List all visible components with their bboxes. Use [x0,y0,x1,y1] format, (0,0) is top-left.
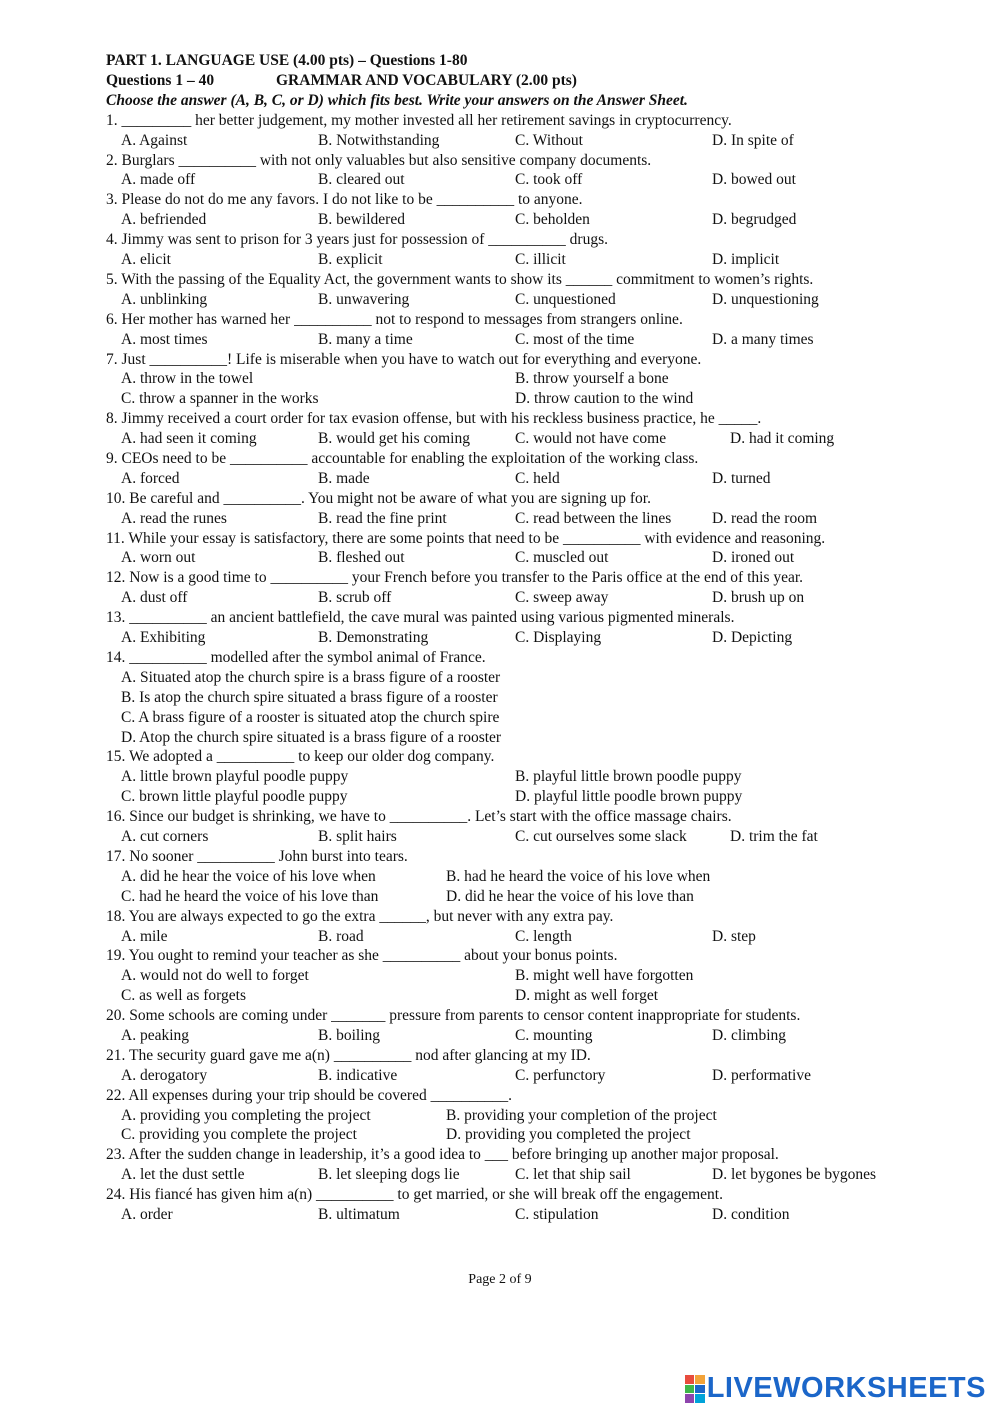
logo-square [695,1385,705,1394]
answer-option[interactable]: B. cleared out [318,171,405,189]
answer-option[interactable]: C. Without [515,131,583,149]
answer-option[interactable]: C. read between the lines [515,509,672,527]
answer-option[interactable]: D. performative [712,1066,811,1084]
answer-option[interactable]: D. did he hear the voice of his love than [446,887,694,905]
options-row [106,767,926,787]
question-stem: 14. __________ modelled after the symbol animal of France. [106,648,486,666]
answer-option[interactable]: B. road [318,927,364,945]
answer-option[interactable]: D. condition [712,1206,790,1224]
answer-option[interactable]: D. might as well forget [515,987,659,1005]
options-row [106,827,926,847]
options-row [106,787,926,807]
answer-option[interactable]: A. befriended [121,211,207,229]
answer-option[interactable]: B. might well have forgotten [515,967,694,985]
answer-option[interactable]: D. turned [712,469,771,487]
answer-option[interactable]: B. would get his coming [318,430,470,448]
answer-option[interactable]: A. let the dust settle [121,1166,245,1184]
question-stem: 16. Since our budget is shrinking, we have to __________. Let’s start with the office massage chairs. [106,808,732,826]
question-stem: 3. Please do not do me any favors. I do not like to be __________ to anyone. [106,191,583,209]
question-stem: 20. Some schools are coming under _______ pressure from parents to censor content inappropriate for students. [106,1007,801,1025]
answer-option[interactable]: C. illicit [515,251,566,269]
question-stem: 10. Be careful and __________. You might not be aware of what you are signing up for. [106,489,651,507]
question-stem: 2. Burglars __________ with not only valuables but also sensitive company documents. [106,151,652,169]
answer-option[interactable]: B. Demonstrating [318,629,429,647]
answer-option[interactable]: D. begrudged [712,211,797,229]
answer-option[interactable]: D. brush up on [712,589,805,607]
answer-option[interactable]: D. Atop the church spire situated is a brass figure of a rooster [121,728,502,746]
answer-option[interactable]: A. Exhibiting [121,629,206,647]
answer-option[interactable]: C. most of the time [515,330,635,348]
options-row [106,1165,926,1185]
question-stem: 7. Just __________! Life is miserable when you have to watch out for everything and everyone. [106,350,702,368]
answer-option[interactable]: B. providing your completion of the project [446,1106,717,1124]
answer-option[interactable]: D. playful little poodle brown puppy [515,788,743,806]
answer-option[interactable]: D. step [712,927,756,945]
answer-option[interactable]: B. explicit [318,251,383,269]
question-range: Questions 1 – 40 [106,71,215,89]
question-stem: 23. After the sudden change in leadership, it’s a good idea to ___ before bringing up another major proposal. [106,1146,779,1164]
options-row [106,688,926,708]
answer-option[interactable]: A. throw in the towel [121,370,254,388]
options-row [106,548,926,568]
answer-option[interactable]: C. muscled out [515,549,609,567]
question-stem: 12. Now is a good time to __________ your French before you transfer to the Paris office at the end of this year. [106,569,804,587]
question-stem: 15. We adopted a __________ to keep our older dog company. [106,748,495,766]
answer-option[interactable]: D. had it coming [730,430,835,448]
question-stem: 4. Jimmy was sent to prison for 3 years just for possession of __________ drugs. [106,231,608,249]
answer-option[interactable]: A. Against [121,131,188,149]
answer-option[interactable]: D. providing you completed the project [446,1126,691,1144]
answer-option[interactable]: B. many a time [318,330,413,348]
question-stem: 18. You are always expected to go the extra ______, but never with any extra pay. [106,907,614,925]
answer-option[interactable]: B. Is atop the church spire situated a brass figure of a rooster [121,688,498,706]
answer-option[interactable]: C. as well as forgets [121,987,246,1005]
answer-option[interactable]: C. had he heard the voice of his love than [121,887,379,905]
answer-option[interactable]: B. scrub off [318,589,392,607]
answer-option[interactable]: A. order [121,1206,173,1224]
answer-option[interactable]: C. perfunctory [515,1066,606,1084]
options-row [106,708,926,728]
liveworksheets-logo[interactable] [685,1372,986,1406]
answer-option[interactable]: A. cut corners [121,828,209,846]
answer-option[interactable]: A. providing you completing the project [121,1106,371,1124]
page-number: Page 2 of 9 [468,1272,532,1287]
logo-square [695,1394,705,1403]
options-row [106,131,926,151]
answer-option[interactable]: B. fleshed out [318,549,405,567]
options-row [106,1205,926,1225]
answer-option[interactable]: A. read the runes [121,509,227,527]
question-stem: 6. Her mother has warned her __________ not to respond to messages from strangers online. [106,310,683,328]
answer-option[interactable]: D. climbing [712,1027,787,1044]
question-stem: 9. CEOs need to be __________ accountable for enabling the exploitation of the working class. [106,449,699,467]
options-row [106,628,926,648]
options-row [106,887,926,907]
answer-option[interactable]: B. bewildered [318,211,405,229]
answer-option[interactable]: A. forced [121,469,180,487]
answer-option[interactable]: D. trim the fat [730,828,818,846]
options-row [106,210,926,230]
answer-option[interactable]: D. let bygones be bygones [712,1166,877,1184]
answer-option[interactable]: C. cut ourselves some slack [515,828,687,846]
answer-option[interactable]: A. most times [121,330,208,348]
brand-name: LIVEWORKSHEETS [706,1372,986,1405]
answer-option[interactable]: C. providing you complete the project [121,1126,357,1144]
answer-option[interactable]: A. Situated atop the church spire is a brass figure of a rooster [121,668,501,686]
question-stem: 22. All expenses during your trip should be covered __________. [106,1086,512,1104]
answer-option[interactable]: C. unquestioned [515,290,616,308]
worksheet-page [106,51,926,1225]
answer-option[interactable]: A. worn out [121,549,196,567]
options-row [106,469,926,489]
answer-option[interactable]: C. let that ship sail [515,1166,631,1184]
section-heading [106,71,926,91]
options-row [106,986,926,1006]
answer-option[interactable]: B. Notwithstanding [318,131,440,149]
answer-option[interactable]: A. unblinking [121,290,208,308]
section-title: GRAMMAR AND VOCABULARY (2.00 pts) [276,71,577,89]
options-row [106,250,926,270]
question-stem: 8. Jimmy received a court order for tax evasion offense, but with his reckless business practice, he _____. [106,410,762,428]
options-row [106,509,926,529]
answer-option[interactable]: C. stipulation [515,1206,599,1224]
answer-option[interactable]: D. In spite of [712,131,794,149]
answer-option[interactable]: A. peaking [121,1027,190,1044]
answer-option[interactable]: A. little brown playful poodle puppy [121,768,349,786]
answer-option[interactable]: B. split hairs [318,828,397,846]
options-row [106,389,926,409]
answer-option[interactable]: C. brown little playful poodle puppy [121,788,348,806]
answer-option[interactable]: A. made off [121,171,196,189]
answer-option[interactable]: C. would not have come [515,430,667,448]
answer-option[interactable]: B. let sleeping dogs lie [318,1166,460,1184]
answer-option[interactable]: C. A brass figure of a rooster is situated atop the church spire [121,708,500,726]
question-list [106,111,926,1225]
question-stem: 21. The security guard gave me a(n) __________ nod after glancing at my ID. [106,1046,591,1064]
answer-option[interactable]: B. ultimatum [318,1206,400,1224]
answer-option[interactable]: B. unwavering [318,290,410,308]
answer-option[interactable]: A. had seen it coming [121,430,257,448]
answer-option[interactable]: B. playful little brown poodle puppy [515,768,742,786]
options-row [106,927,926,947]
options-row [106,1125,926,1145]
answer-option[interactable]: A. derogatory [121,1066,208,1084]
answer-option[interactable]: C. Displaying [515,629,602,647]
question-stem: 24. His fiancé has given him a(n) __________ to get married, or she will break off the engagement. [106,1186,723,1204]
options-row [106,290,926,310]
part-heading: PART 1. LANGUAGE USE (4.00 pts) – Questions 1-80 [106,52,468,69]
logo-square [685,1385,695,1394]
answer-option[interactable]: A. dust off [121,589,188,607]
answer-option[interactable]: B. throw yourself a bone [515,370,669,388]
answer-option[interactable]: C. took off [515,171,583,189]
answer-option[interactable]: C. throw a spanner in the works [121,390,319,408]
answer-option[interactable]: C. beholden [515,211,590,229]
answer-option[interactable]: D. read the room [712,509,818,527]
answer-option[interactable]: C. sweep away [515,589,609,607]
options-row [106,429,926,449]
answer-option[interactable]: D. a many times [712,330,814,348]
logo-square [695,1375,705,1384]
answer-option[interactable]: A. elicit [121,251,171,269]
question-stem: 1. _________ her better judgement, my mother invested all her retirement savings in cryptocurrency. [106,111,732,129]
answer-option[interactable]: D. Depicting [712,629,793,647]
answer-option[interactable]: D. ironed out [712,549,795,567]
answer-option[interactable]: B. indicative [318,1066,398,1084]
answer-option[interactable]: B. had he heard the voice of his love when [446,867,711,885]
answer-option[interactable]: D. throw caution to the wind [515,390,694,408]
options-row [106,330,926,350]
options-row [106,369,926,389]
options-row [106,728,926,748]
question-stem: 13. __________ an ancient battlefield, the cave mural was painted using various pigmented minerals. [106,609,735,627]
instruction-text: Choose the answer (A, B, C, or D) which fits best. Write your answers on the Answer Sheet. [106,91,688,109]
options-row [106,867,926,887]
answer-option[interactable]: C. held [515,469,560,487]
answer-option[interactable]: A. would not do well to forget [121,967,309,985]
answer-option[interactable]: D. bowed out [712,171,796,189]
answer-option[interactable]: C. length [515,927,572,945]
logo-square [685,1394,695,1403]
answer-option[interactable]: A. did he hear the voice of his love when [121,867,376,885]
answer-option[interactable]: D. implicit [712,251,780,269]
answer-option[interactable]: B. read the fine print [318,509,447,527]
answer-option[interactable]: C. mounting [515,1027,593,1044]
question-stem: 19. You ought to remind your teacher as she __________ about your bonus points. [106,947,618,965]
answer-option[interactable]: D. unquestioning [712,290,819,308]
options-row [106,170,926,190]
logo-icon [685,1375,705,1403]
options-row [106,668,926,688]
options-row [106,1026,926,1046]
logo-square [685,1375,695,1384]
question-stem: 11. While your essay is satisfactory, there are some points that need to be __________ with evidence and reasoning. [106,529,826,547]
options-row [106,1066,926,1086]
answer-option[interactable]: B. boiling [318,1027,381,1044]
question-stem: 5. With the passing of the Equality Act, the government wants to show its ______ commitment to women’s rights. [106,270,814,288]
answer-option[interactable]: B. made [318,469,370,487]
question-stem: 17. No sooner __________ John burst into tears. [106,847,408,865]
options-row [106,966,926,986]
options-row [106,588,926,608]
options-row [106,1106,926,1126]
answer-option[interactable]: A. mile [121,927,168,945]
